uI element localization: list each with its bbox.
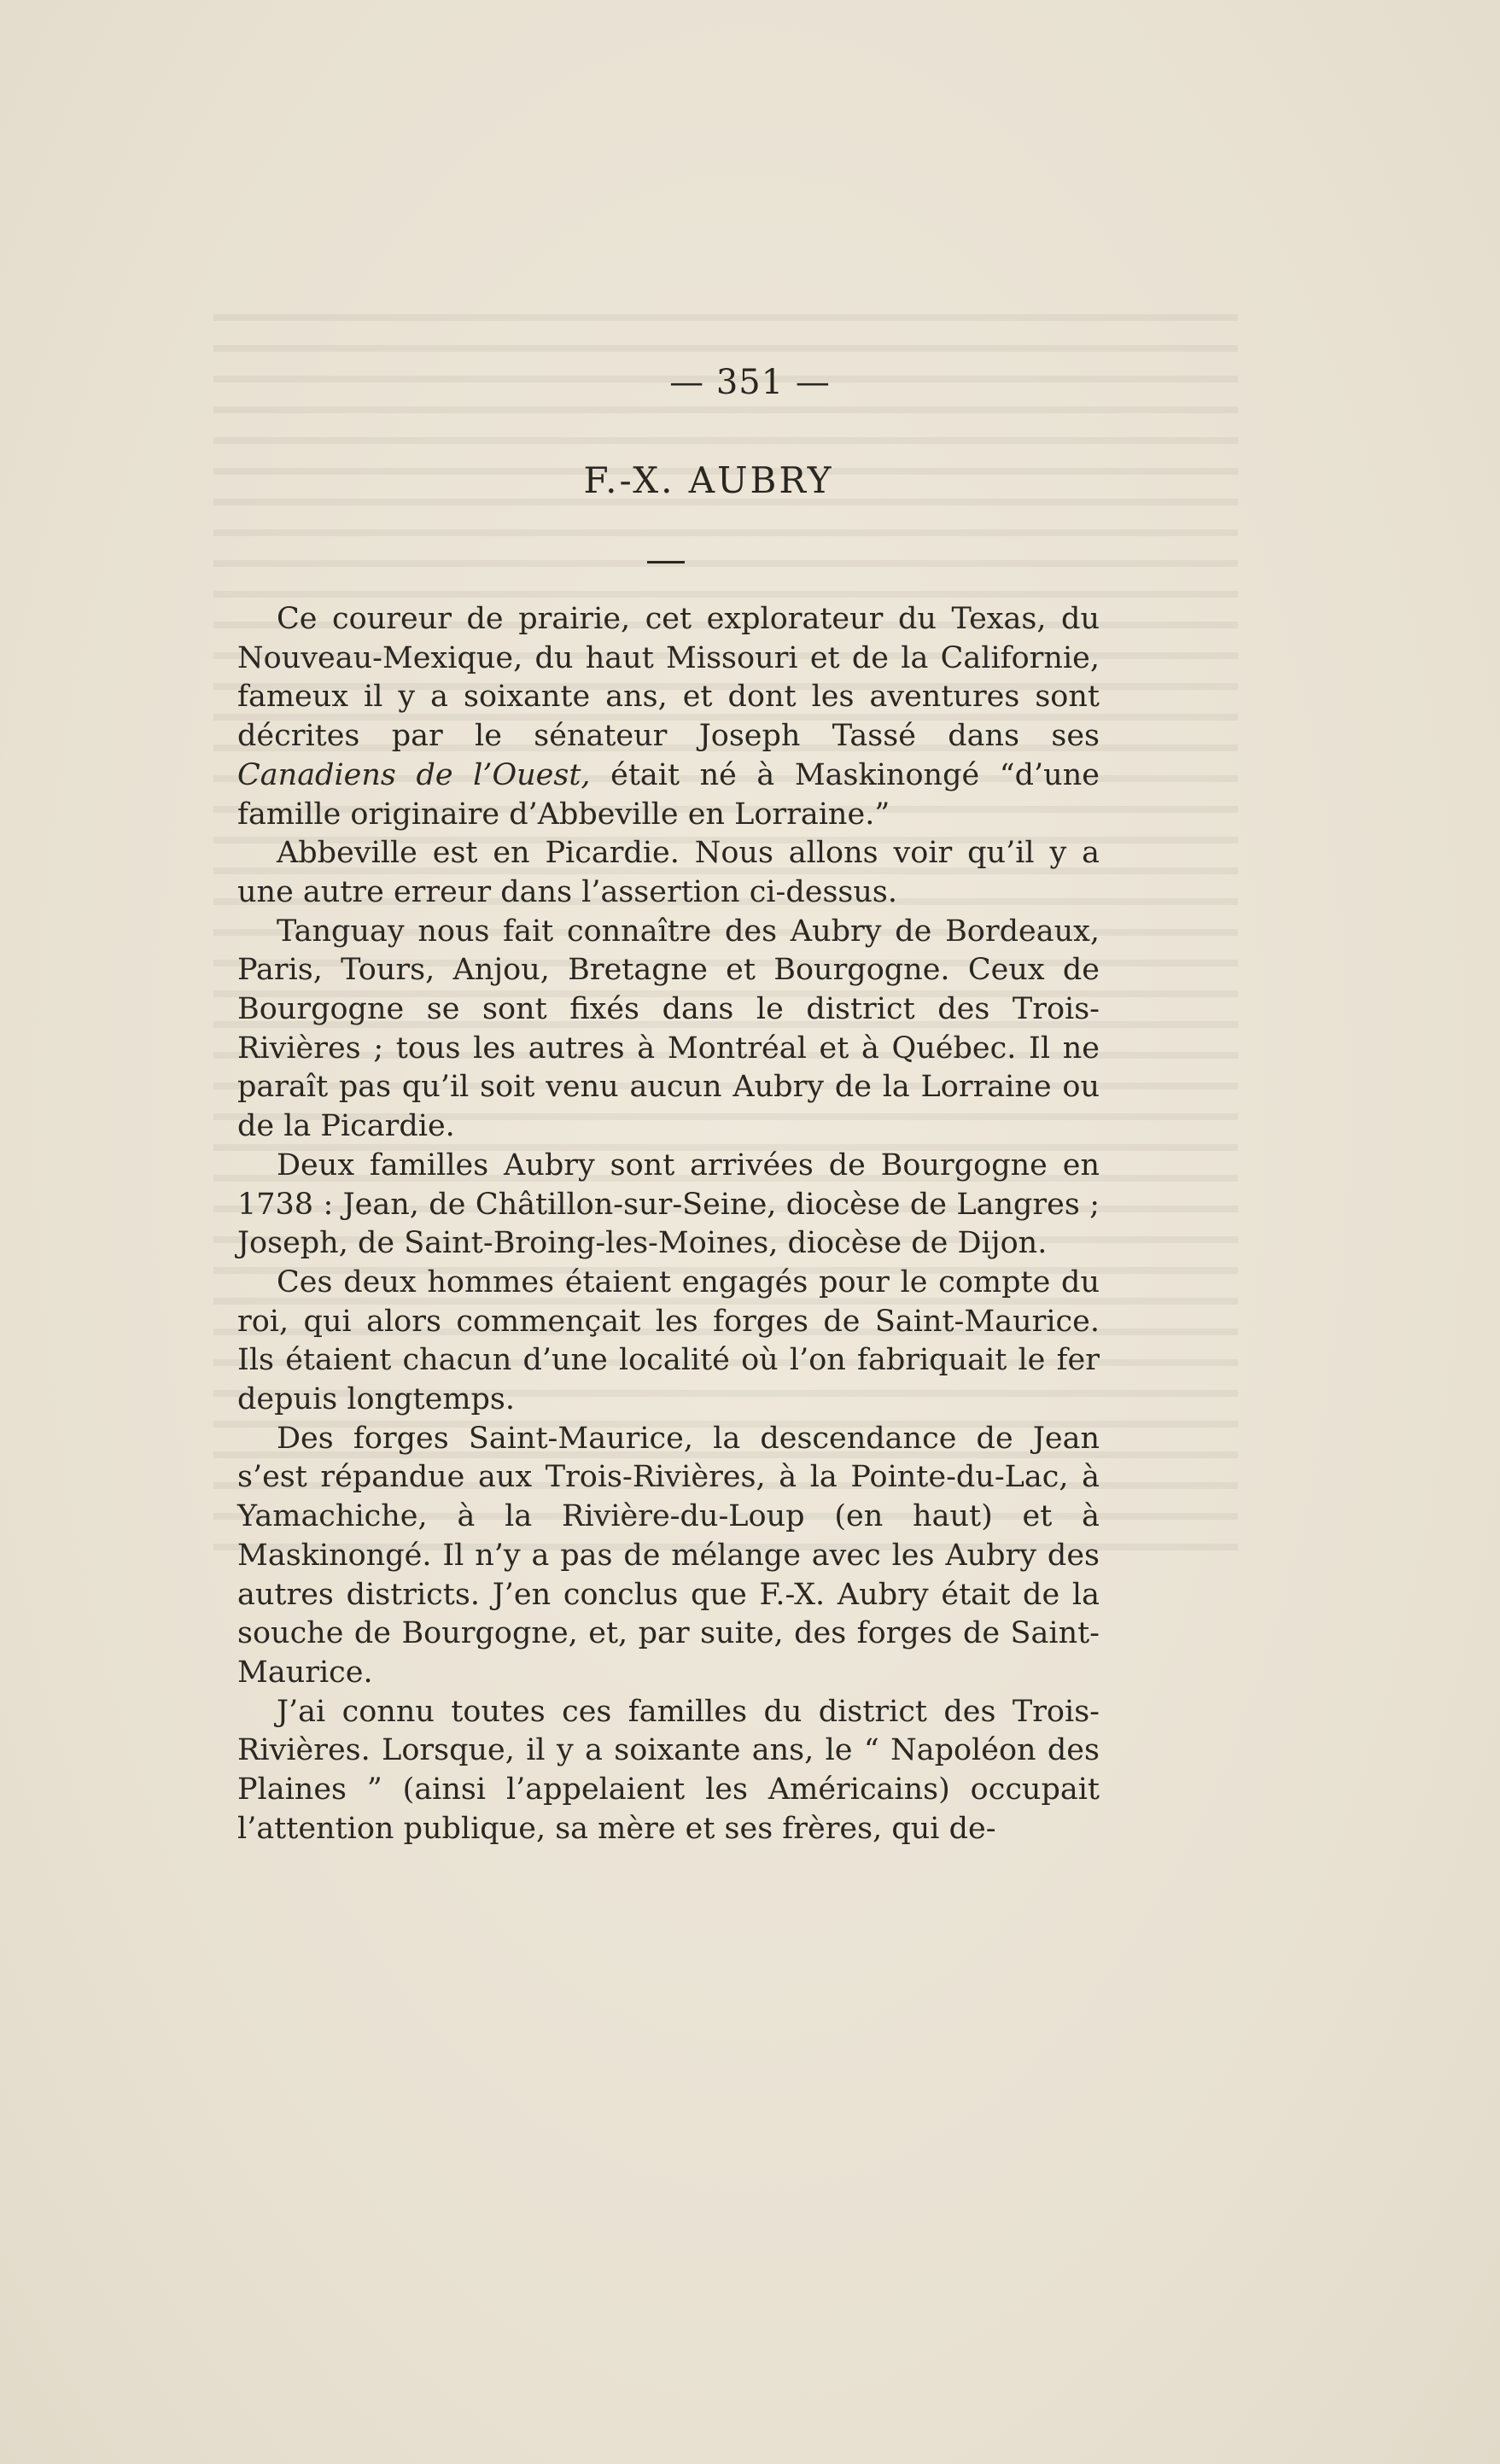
page-number: — 351 —	[669, 363, 831, 402]
book-title-italic: Canadiens de l’Ouest,	[237, 757, 591, 792]
paragraph-2: Abbeville est en Picardie. Nous allons voir qu’il y a une autre erreur dans l’assertion ci-dessus.	[237, 836, 1100, 909]
paragraph-3: Tanguay nous fait connaître des Aubry de Bordeaux, Paris, Tours, Anjou, Bretagne et Bourgogne. Ceux de Bourgogne se sont fixés dans le district des Trois-Rivières ; tous les autres à Montréal et à Québec. Il ne paraît pas qu’il soit venu aucun Aubry de la Lorraine ou de la Picardie.	[237, 914, 1100, 1144]
paragraph-5: Ces deux hommes étaient engagés pour le compte du roi, qui alors commençait les forges de Saint-Maurice. Ils étaient chacun d’une localité où l’on fabriquait le fer depuis longtemps.	[237, 1264, 1100, 1417]
paragraph-1	[237, 600, 1100, 834]
article-title: F.-X. AUBRY	[583, 459, 834, 501]
paragraph-1-text-a: Ce coureur de prairie, cet explorateur du Texas, du Nouveau-Mexique, du haut Missouri et de la Californie, fameux il y a soixante ans, et dont les aventures sont décrites par le sénateur Joseph Tassé dans ses	[237, 602, 1100, 754]
paragraph-7: J’ai connu toutes ces familles du district des Trois-Rivières. Lorsque, il y a soixante ans, le “ Napoléon des Plaines ” (ainsi l’appelaient les Américains) occupait l’attention publique, sa mère et ses frères, qui de-	[237, 1694, 1100, 1846]
paragraph-4: Deux familles Aubry sont arrivées de Bourgogne en 1738 : Jean, de Châtillon-sur-Seine, diocèse de Langres ; Joseph, de Saint-Broing-les-Moines, diocèse de Dijon.	[237, 1147, 1100, 1261]
paragraph-6: Des forges Saint-Maurice, la descendance de Jean s’est répandue aux Trois-Rivières, à la Pointe-du-Lac, à Yamachiche, à la Rivière-du-Loup (en haut) et à Maskinongé. Il n’y a pas de mélange avec les Aubry des autres districts. J’en conclus que F.-X. Aubry était de la souche de Bourgogne, et, par suite, des forges de Saint-Maurice.	[237, 1421, 1100, 1690]
article-body	[237, 600, 1100, 1849]
paragraph-1-text-b: était né à Maskinongé “d’une famille originaire d’Abbeville en Lorraine.”	[237, 757, 1100, 832]
title-divider	[647, 561, 685, 563]
